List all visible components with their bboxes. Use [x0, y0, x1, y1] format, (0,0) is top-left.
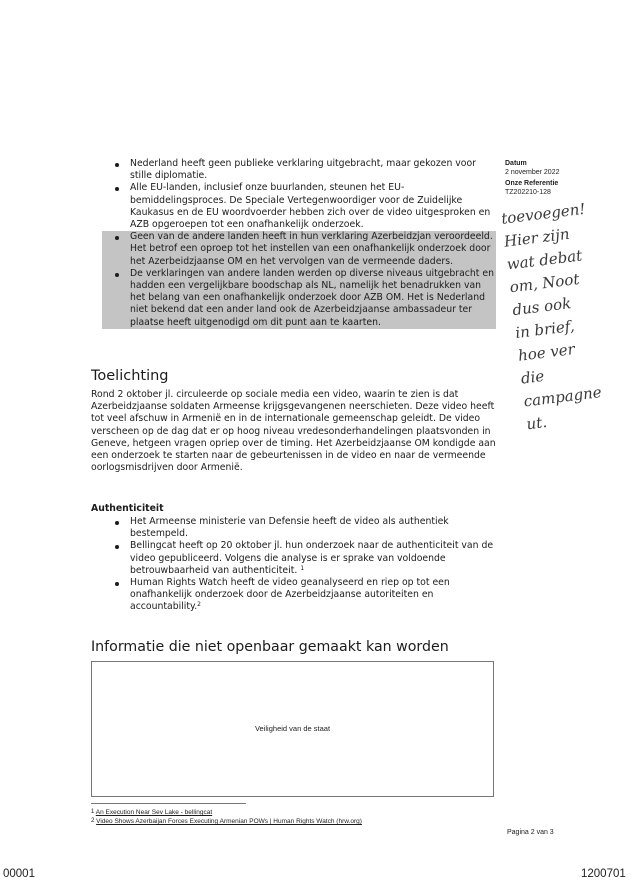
reference-value: TZ202210-128	[505, 189, 551, 196]
list-item-text: Het Armeense ministerie van Defensie heeft de video als authentiek bestempeld.	[130, 516, 449, 540]
list-item	[112, 540, 496, 577]
toelichting-paragraph: Rond 2 oktober jl. circuleerde op sociale media een video, waarin te zien is dat Azerbeidzjaanse soldaten Armeense krijgsgevangenen neerschieten. Deze video heeft tot veel afschuw in Armenië en in de internationale gemeenschap geleidt. De video verscheen op de dag dat er op hoog niveau vredesonderhandelingen plaatsvonden in Geneve, hetgeen vragen opriep over de timing. Het Azerbeidzjaanse OM kondigde aan een onderzoek te starten naar de gebeurtenissen in de video en naar de vermeende oorlogsmisdrijven door Armenië.	[91, 389, 496, 474]
list-item-text: Human Rights Watch heeft de video geanalyseerd en riep op tot een onafhankelijk onderzoek door de Azerbeidzjaanse autoriteiten en accountability.	[130, 577, 450, 613]
redaction-box	[91, 661, 494, 797]
footnote-number: 2	[91, 818, 95, 824]
handwritten-line: campagne	[522, 383, 603, 411]
redaction-reason: Veiligheid van de staat	[254, 724, 331, 733]
document-meta	[505, 159, 615, 199]
handwritten-line: in brief,	[514, 316, 576, 342]
page-number: Pagina 2 van 3	[507, 829, 554, 836]
handwritten-line: ut.	[525, 412, 548, 434]
document-number-right: 1200701	[581, 868, 626, 880]
footnote-2	[91, 817, 511, 826]
document-number-left: 00001	[3, 868, 35, 880]
handwritten-line: wat debat	[505, 246, 584, 274]
handwritten-line: Hier zijn	[503, 224, 571, 251]
list-item	[112, 516, 496, 540]
list-item: Alle EU-landen, inclusief onze buurlanden, steunen het EU-bemiddelingsproces. De Speciale Vertegenwoordiger voor de Zuidelijke Kaukasus en de EU woordvoerder hebben zich over de video uitgesproken en AZB opgeroepen tot een onafhankelijk onderzoek.	[112, 182, 494, 231]
list-item	[112, 577, 496, 614]
summary-bullet-list	[112, 158, 494, 329]
list-item-text: Bellingcat heeft op 20 oktober jl. hun onderzoek naar de authenticiteit van de video gepubliceerd. Volgens die analyse is er sprake van voldoende betrouwbaarheid van authenticiteit.	[130, 540, 494, 576]
date-value: 2 november 2022	[505, 169, 560, 176]
handwritten-note	[500, 191, 643, 436]
footnote-divider	[91, 803, 246, 804]
footnote-ref[interactable]: 1	[300, 564, 305, 572]
footnote-link[interactable]: An Execution Near Sev Lake - bellingcat	[95, 809, 213, 816]
footnote-number: 1	[91, 809, 95, 815]
list-item: Nederland heeft geen publieke verklaring uitgebracht, maar gekozen voor stille diplomatie.	[112, 158, 494, 182]
date-label: Datum	[505, 160, 527, 167]
section-heading-toelichting: Toelichting	[91, 368, 169, 384]
highlighted-list-item: Geen van de andere landen heeft in hun verklaring Azerbeidzjan veroordeeld. Het betrof een oproep tot het instellen van een onafhankelijk onderzoek door het Azerbeidzjaanse OM en het vervolgen van de vermeende daders.	[102, 231, 496, 268]
authenticity-bullet-list	[112, 516, 496, 614]
footnote-ref[interactable]: 2	[197, 601, 201, 609]
handwritten-line: om, Noot	[508, 269, 581, 297]
handwritten-line: toevoegen!	[500, 199, 587, 228]
handwritten-line: hoe ver	[517, 340, 576, 365]
handwritten-line: die	[519, 366, 546, 388]
reference-label: Onze Referentie	[505, 180, 559, 187]
footnote-link[interactable]: Video Shows Azerbaijan Forces Executing Armenian POWs | Human Rights Watch (hrw.org)	[96, 818, 362, 825]
section-heading-redacted: Informatie die niet openbaar gemaakt kan worden	[91, 639, 449, 655]
handwritten-line: dus ook	[511, 294, 573, 320]
highlighted-list-item: De verklaringen van andere landen werden op diverse niveaus uitgebracht en hadden een vergelijkbare boodschap als NL, namelijk het benadrukken van het belang van een onafhankelijk onderzoek door AZB OM. Het is Nederland niet bekend dat een ander land ook de Azerbeidzjaanse ambassadeur ter plaatse heeft uitgenodigd om dit punt aan te kaarten.	[102, 268, 496, 329]
section-heading-authenticiteit: Authenticiteit	[91, 503, 164, 514]
footnote-1	[91, 808, 511, 817]
footnotes	[91, 808, 511, 826]
